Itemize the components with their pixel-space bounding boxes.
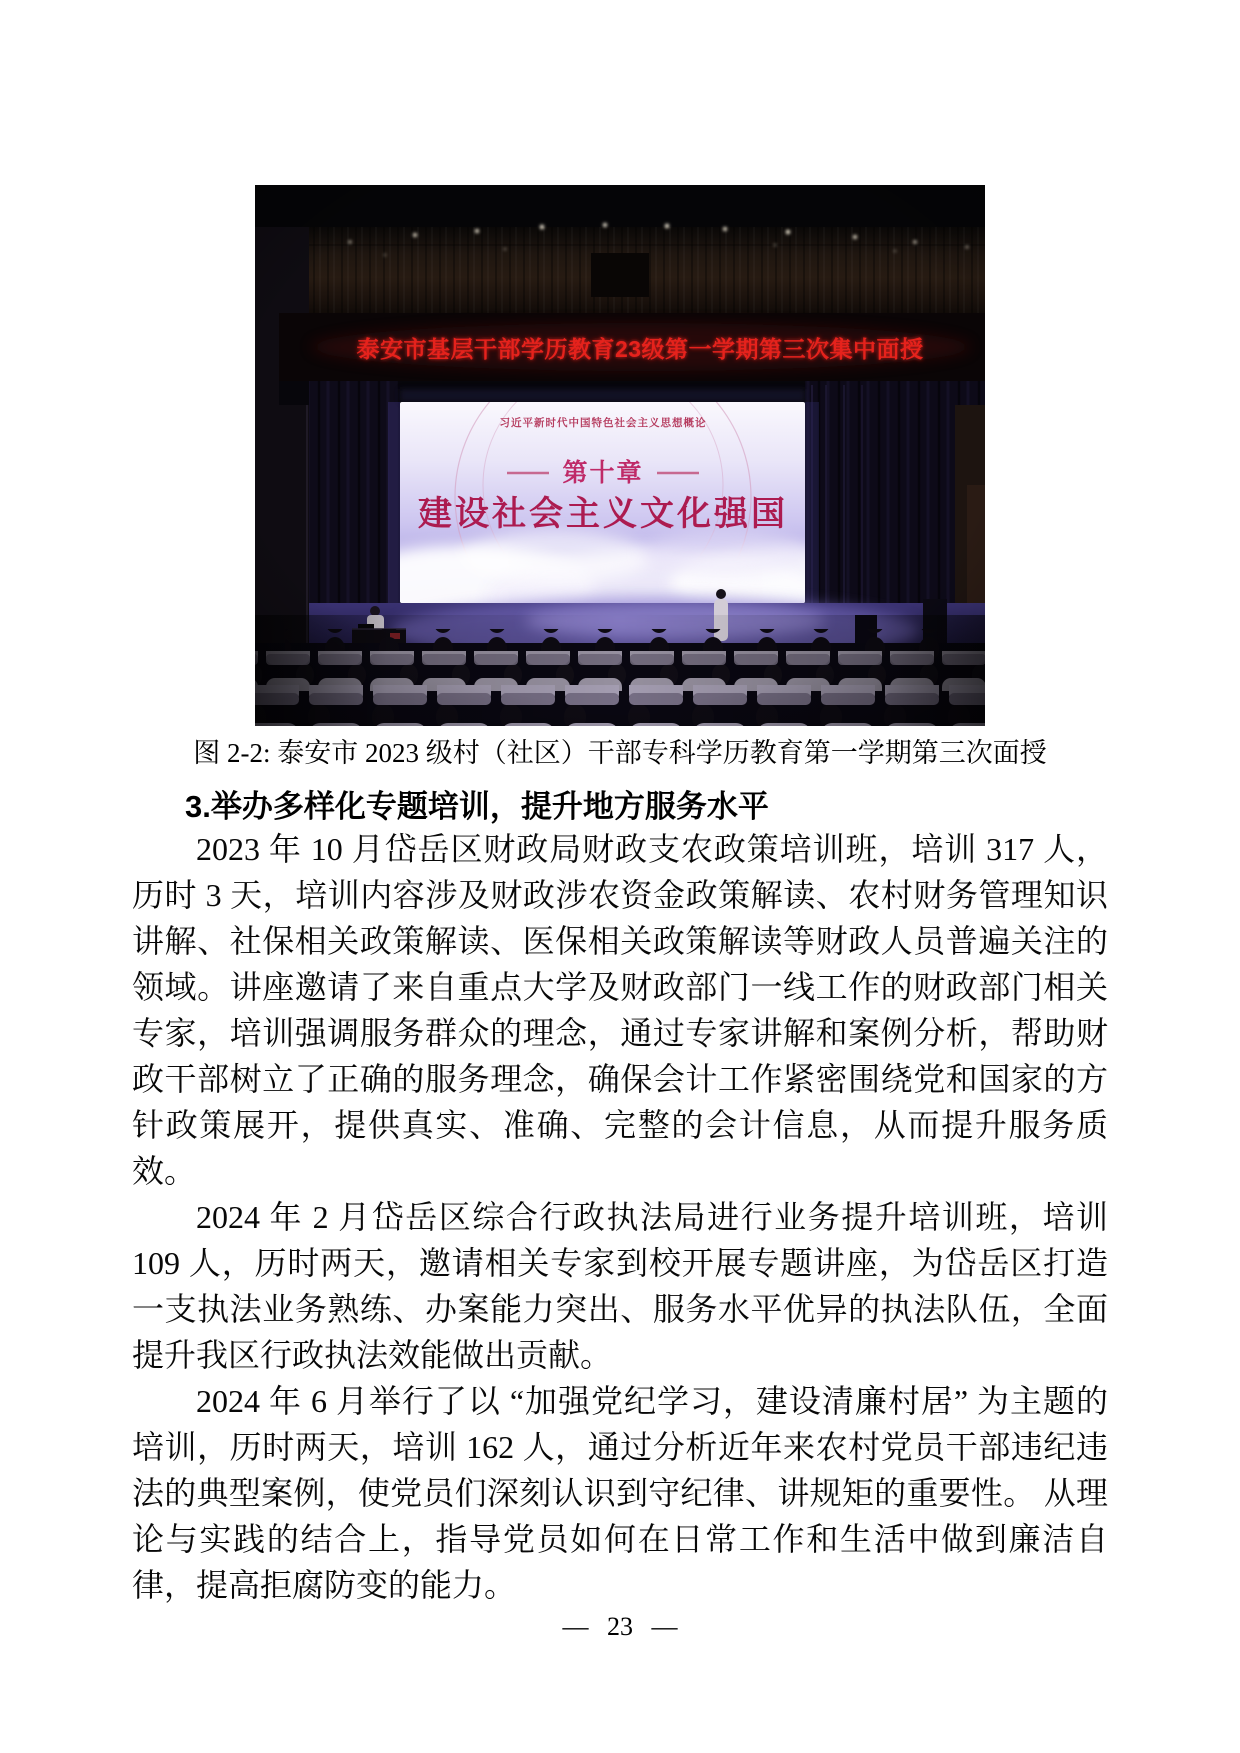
body-text (132, 826, 1108, 1608)
lecture-hall-photo (255, 185, 985, 726)
paragraph-2: 2024 年 2 月岱岳区综合行政执法局进行业务提升培训班，培训 109 人，历时两天，邀请相关专家到校开展专题讲座，为岱岳区打造一支执法业务熟练、办案能力突出、服务水平优异的执法队伍，全面提升我区行政执法效能做出贡献。 (132, 1199, 1108, 1373)
figure-caption: 图 2-2: 泰安市 2023 级村（社区）干部专科学历教育第一学期第三次面授 (193, 738, 1047, 768)
page-number: — 23 — (562, 1612, 678, 1641)
paragraph-3: 2024 年 6 月举行了以 “加强党纪学习，建设清廉村居” 为主题的培训，历时两天，培训 162 人，通过分析近年来农村党员干部违纪违法的典型案例，使党员们深刻认识到守纪律、讲规矩的重要性。 从理论与实践的结合上，指导党员如何在日常工作和生活中做到廉洁自律，提高拒腐防变的能力。 (132, 1383, 1108, 1603)
photo-vignette (255, 185, 985, 726)
auditorium-photo-graphic (255, 185, 985, 726)
section-heading: 3.举办多样化专题培训，提升地方服务水平 (185, 789, 769, 824)
paragraph-1: 2023 年 10 月岱岳区财政局财政支农政策培训班，培训 317 人，历时 3 天，培训内容涉及财政涉农资金政策解读、农村财务管理知识讲解、社保相关政策解读、医保相关政策解读等财政人员普遍关注的领域。讲座邀请了来自重点大学及财政部门一线工作的财政部门相关专家，培训强调服务群众的理念，通过专家讲解和案例分析，帮助财政干部树立了正确的服务理念，确保会计工作紧密围绕党和国家的方针政策展开，提供真实、准确、完整的会计信息，从而提升服务质效。 (132, 831, 1108, 1189)
